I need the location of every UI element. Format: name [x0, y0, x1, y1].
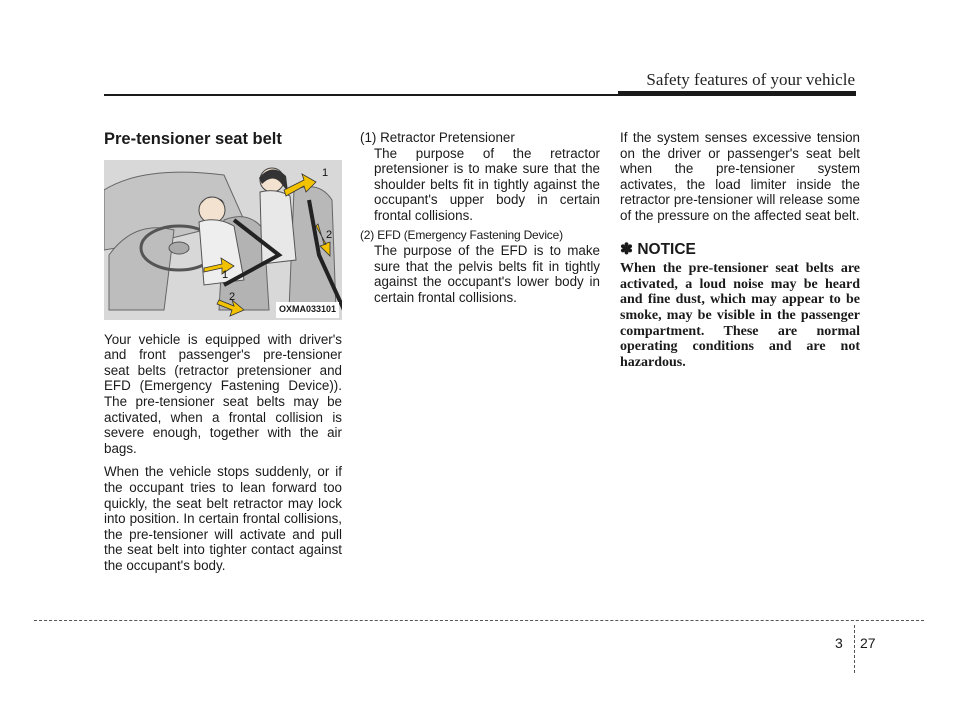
seat-belt-illustration — [104, 160, 342, 320]
pretensioner-diagram — [104, 160, 342, 320]
paragraph: If the system senses excessive tension on the driver or passenger's seat belt when the pre-tensioner system activates, the load limiter inside the retractor pre-tensioner will release some of the pressure on the affected seat belt. — [620, 130, 860, 223]
fig-label-1a: 1 — [322, 166, 329, 179]
figure-caption: OXMA033101 — [276, 302, 339, 318]
header-rule-accent — [618, 91, 856, 96]
fig-label-1b: 1 — [222, 268, 229, 281]
notice-body: When the pre-tensioner seat belts are activated, a loud noise may be heard and fine dust, which may appear to be smoke, may be visible in the passenger compartment. These are normal operating conditions and are not hazardous. — [620, 261, 860, 370]
item-body-efd: The purpose of the EFD is to make sure that the pelvis belts fit in tightly against the occupant's lower body in certain frontal collisions. — [374, 243, 600, 305]
fig-label-2b: 2 — [229, 290, 236, 303]
chapter-number: 3 — [835, 635, 843, 651]
column-3 — [620, 130, 860, 370]
column-2 — [360, 130, 600, 310]
footer-divider — [34, 620, 924, 621]
fig-label-2a: 2 — [326, 228, 333, 241]
item-title-efd: (2) EFD (Emergency Fastening Device) — [360, 227, 563, 242]
paragraph: Your vehicle is equipped with driver's and front passenger's pre-tensioner seat belts (retractor pretensioner and EFD (Emergency Fastening Device)). The pre-tensioner seat belts may be activated, when a frontal collision is severe enough, together with the air bags. — [104, 331, 342, 456]
page-number: 27 — [860, 635, 876, 651]
section-heading: Pre-tensioner seat belt — [104, 130, 282, 148]
notice-icon: ✽ — [620, 240, 633, 258]
column-1 — [104, 130, 342, 582]
item-title-retractor: (1) Retractor Pretensioner — [360, 130, 515, 145]
notice-label: NOTICE — [637, 240, 696, 258]
header-title: Safety features of your vehicle — [646, 70, 855, 89]
item-body-retractor: The purpose of the retractor pretensioner is to make sure that the shoulder belts fit in tightly against the occupant's upper body in certain frontal collisions. — [374, 145, 600, 223]
footer-separator — [854, 625, 855, 673]
paragraph: When the vehicle stops suddenly, or if the occupant tries to lean forward too quickly, the seat belt retractor may lock into position. In certain frontal collisions, the pre-tensioner will activate and pull the seat belt into tighter contact against the occupant's body. — [104, 464, 342, 573]
notice-heading — [620, 242, 860, 258]
